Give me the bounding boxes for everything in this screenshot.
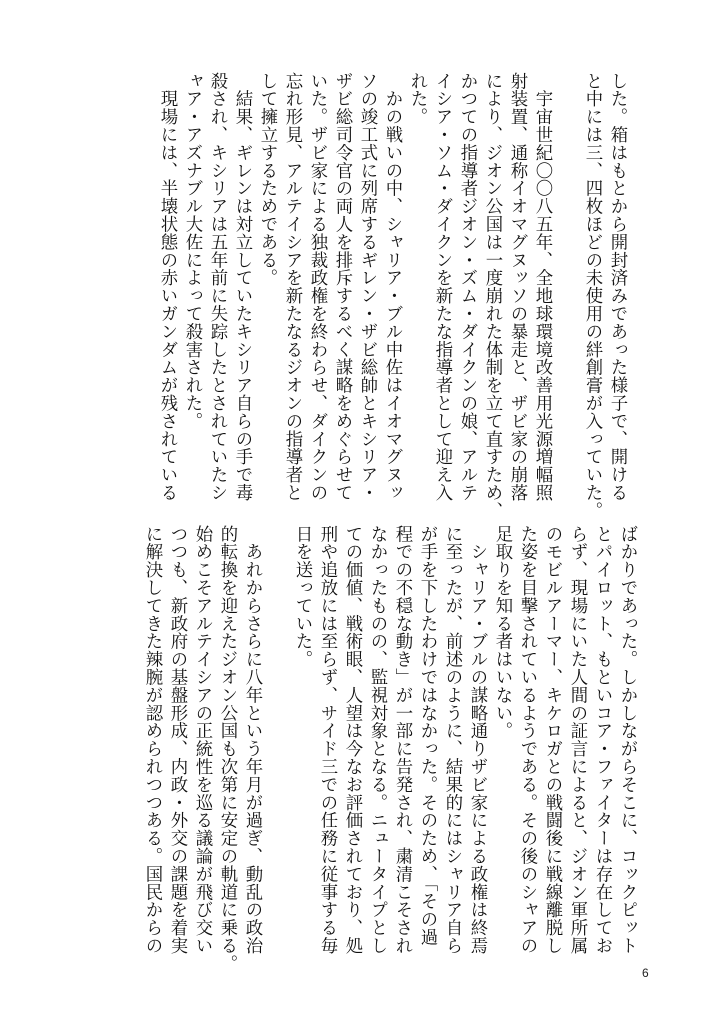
text-line: 忘れ形見、アルテイシアを新たなるジオンの指導者と xyxy=(282,72,302,502)
text-line: 足取りを知る者はいない。 xyxy=(492,525,512,740)
text-line: かの戦いの中、シャリア・ブル中佐はイオマグヌッ xyxy=(382,72,402,502)
text-line: ばかりであった。しかしながらそこに、コックピット xyxy=(617,525,637,955)
bottom-text-block xyxy=(139,525,639,975)
text-line: ての価値、戦術眼、人望は今なお評価されており、処 xyxy=(342,525,362,955)
text-line: 刑や追放には至らず、サイド三での任務に従事する毎 xyxy=(317,525,337,955)
text-line: に解決してきた辣腕が認められつつある。国民からの xyxy=(142,525,162,955)
text-line: あれからさらに八年という年月が過ぎ、動乱の政治 xyxy=(242,525,262,955)
text-line: ャア・アズナブル大佐によって殺害された。 xyxy=(182,72,202,430)
text-line: して擁立するためである。 xyxy=(257,72,277,287)
text-line: 結果、ギレンは対立していたキシリア自らの手で毒 xyxy=(232,72,252,502)
text-line: 始めこそアルテイシアの正統性を巡る議論が飛び交い xyxy=(192,525,212,955)
text-line: のモビルアーマー、キケロガとの戦闘後に戦線離脱し xyxy=(542,525,562,955)
text-line: なかったものの、監視対象となる。ニュータイプとし xyxy=(367,525,387,955)
text-line: とパイロット、もといコア・ファイターは存在してお xyxy=(592,525,612,955)
text-line xyxy=(554,72,579,78)
text-line: 殺され、キシリアは五年前に失踪したとされていたシ xyxy=(207,72,227,502)
text-line: らず、現場にいた人間の証言によると、ジオン軍所属 xyxy=(567,525,587,955)
text-line: した。箱はもとから開封済みであった様子で、開ける xyxy=(607,72,627,502)
text-line: 程での不穏な動き」が一部に告発され、粛清こそされ xyxy=(392,525,412,955)
text-line: と中には三、四枚ほどの未使用の絆創膏が入っていた。 xyxy=(582,72,602,520)
text-line: いた。ザビ家による独裁政権を終わらせ、ダイクンの xyxy=(307,72,327,502)
text-line xyxy=(264,525,289,531)
text-line: が手を下したわけではなかった。そのため、「その過 xyxy=(417,525,437,946)
page-number: 6 xyxy=(642,966,649,980)
text-line: 日を送っていた。 xyxy=(292,525,312,669)
text-line: 射装置、通称イオマグヌッソの暴走と、ザビ家の崩落 xyxy=(507,72,527,502)
text-line: 現場には、半壊状態の赤いガンダムが残されている xyxy=(157,72,177,502)
text-line: れた。 xyxy=(407,72,427,126)
text-line: シャリア・ブルの謀略通りザビ家による政権は終焉 xyxy=(467,525,487,955)
text-line: に至ったが、前述のように、結果的にはシャリア自ら xyxy=(442,525,462,955)
text-line: により、ジオン公国は一度崩れた体制を立て直すため、 xyxy=(482,72,502,520)
top-text-block xyxy=(154,72,629,520)
text-line: 宇宙世紀〇〇八五年、全地球環境改善用光源増幅照 xyxy=(532,72,552,502)
text-line: イシア・ソム・ダイクンを新たな指導者として迎え入 xyxy=(432,72,452,502)
text-line: ザビ総司令官の両人を排斥するべく謀略をめぐらせて xyxy=(332,72,352,502)
text-line: つつも、新政府の基盤形成、内政・外交の課題を着実 xyxy=(167,525,187,955)
text-line: ソの竣工式に列席するギレン・ザビ総帥とキシリア・ xyxy=(357,72,377,502)
text-line: た姿を目撃されているようである。その後のシャアの xyxy=(517,525,537,955)
text-line: かつての指導者ジオン・ズム・ダイクンの娘、アルテ xyxy=(457,72,477,502)
text-line: 的転換を迎えたジオン公国も次第に安定の軌道に乗る。 xyxy=(217,525,237,973)
